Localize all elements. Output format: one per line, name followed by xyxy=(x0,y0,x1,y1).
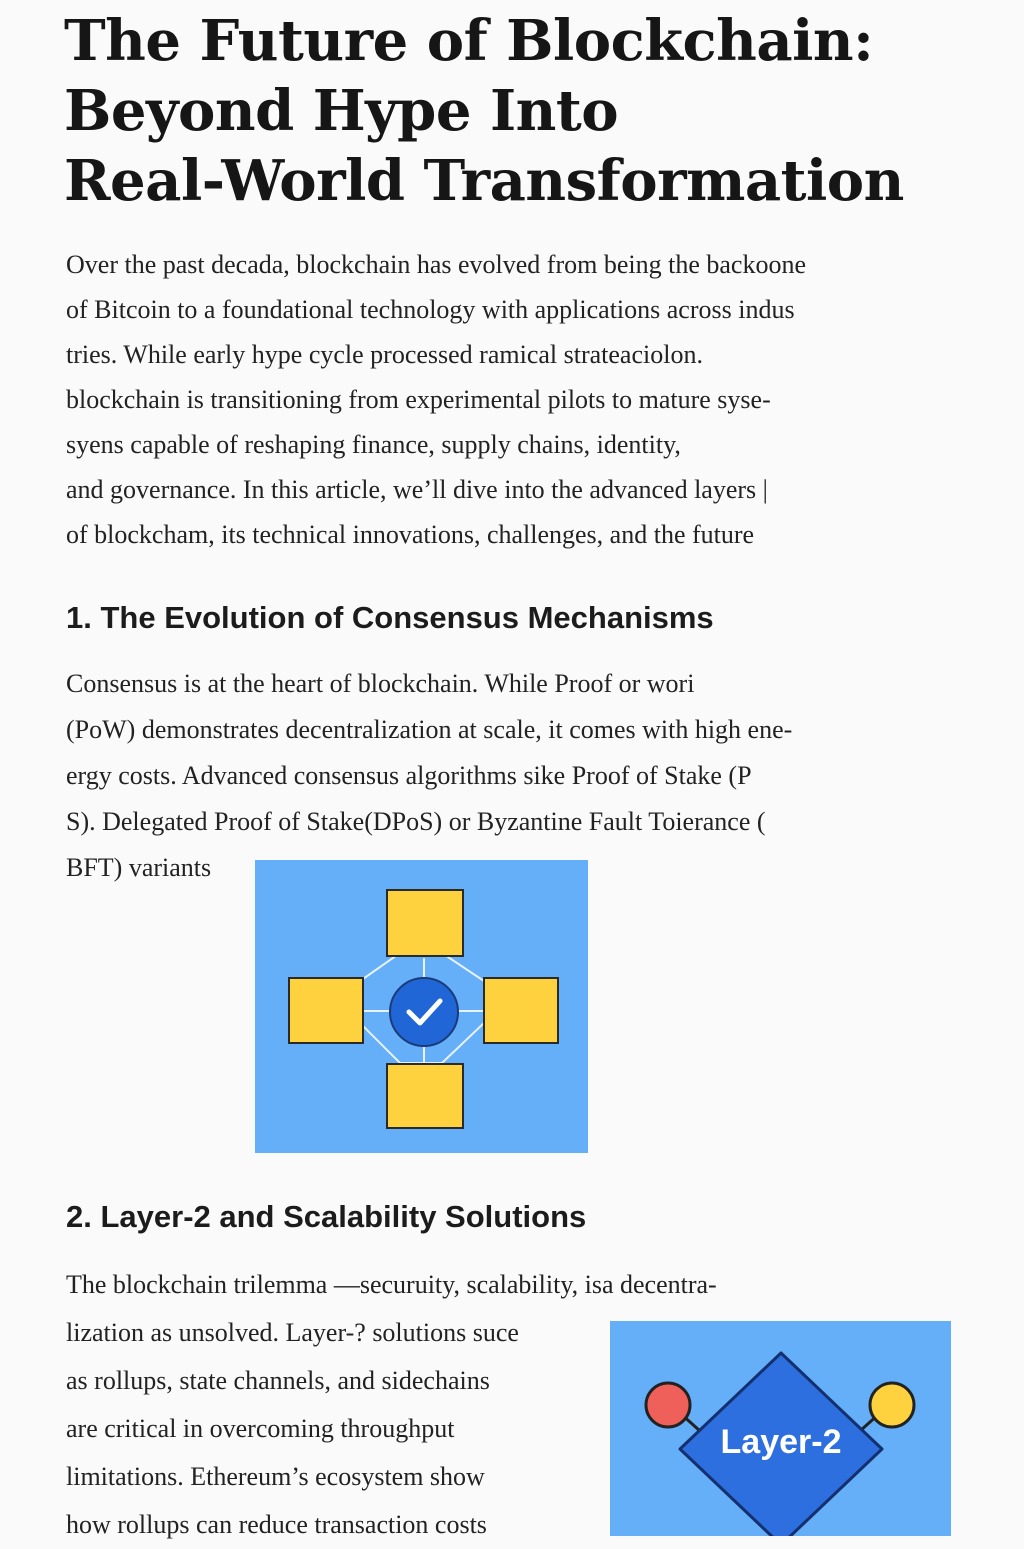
layer2-label: Layer-2 xyxy=(720,1423,842,1461)
node-top xyxy=(387,890,463,956)
title-line: Beyond Hype Into xyxy=(64,78,619,144)
node-right xyxy=(484,978,558,1043)
node-bottom xyxy=(387,1064,463,1128)
node-yellow xyxy=(870,1383,914,1427)
intro-line: tries. While early hype cycle processed ramical strateaciolon. xyxy=(66,340,703,369)
layer2-line: lization as unsolved. Layer-? solutions suce xyxy=(66,1318,519,1347)
center-validator-node xyxy=(390,978,458,1046)
title-line: Real-World Transformation xyxy=(64,148,904,214)
title-line: The Future of Blockchain: xyxy=(64,8,874,74)
intro-line: blockchain is transitioning from experimental pilots to mature syse- xyxy=(66,385,771,414)
intro-line: of Bitcoin to a foundational technology with applications across indus xyxy=(66,295,795,324)
layer2-line: as rollups, state channels, and sidechains xyxy=(66,1366,490,1395)
consensus-line: S). Delegated Proof of Stake(DPoS) or Byzantine Fault Toierance ( xyxy=(66,807,766,836)
layer2-line: The blockchain trilemma —securuity, scalability, isa decentra- xyxy=(66,1270,717,1299)
consensus-line: ergy costs. Advanced consensus algorithms sike Proof of Stake (P xyxy=(66,761,752,790)
intro-paragraph xyxy=(66,242,806,557)
consensus-line: BFT) variants xyxy=(66,853,212,882)
section-heading-consensus: 1. The Evolution of Consensus Mechanisms xyxy=(66,600,714,635)
consensus-line: Consensus is at the heart of blockchain. While Proof or wori xyxy=(66,669,695,698)
section-heading-layer2: 2. Layer-2 and Scalability Solutions xyxy=(66,1199,587,1234)
node-left xyxy=(289,978,363,1043)
layer2-line: limitations. Ethereum’s ecosystem show xyxy=(66,1462,485,1491)
consensus-line: (PoW) demonstrates decentralization at scale, it comes with high ene- xyxy=(66,715,793,744)
intro-line: syens capable of reshaping finance, supply chains, identity, xyxy=(66,430,681,459)
intro-line: of blockcham, its technical innovations, challenges, and the future xyxy=(66,520,755,549)
intro-line: Over the past decada, blockchain has evolved from being the backoone xyxy=(66,250,806,279)
layer2-line: how rollups can reduce transaction costs xyxy=(66,1510,487,1539)
intro-line: and governance. In this article, we’ll dive into the advanced layers | xyxy=(66,475,768,504)
consensus-network-illustration xyxy=(255,860,588,1153)
article-title xyxy=(64,6,964,216)
consensus-paragraph xyxy=(66,661,792,891)
node-red xyxy=(646,1383,690,1427)
layer2-line: are critical in overcoming throughput xyxy=(66,1414,455,1443)
layer2-illustration xyxy=(610,1321,951,1536)
